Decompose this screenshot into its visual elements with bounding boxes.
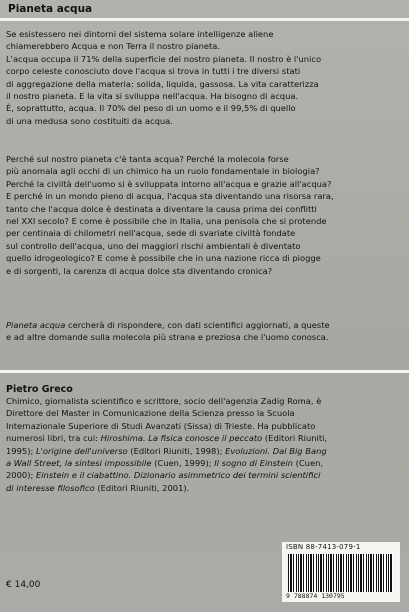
text-line: Se esistessero nei dintorni del sistema solare intelligenze aliene (6, 29, 274, 39)
text-line (6, 319, 406, 331)
text-line: tanto che l'acqua dolce è destinata a diventare la causa prima dei conflitti (6, 203, 317, 214)
book-title-italic: Einstein e il ciabattino. Dizionario asimmetrico dei termini scientifici (35, 470, 321, 481)
text-span: (Editori Riuniti, (262, 433, 328, 444)
text-line: Chimico, giornalista scientifico e scrittore, socio dell'agenzia Zadig Roma, è (6, 396, 322, 406)
divider-middle (0, 370, 409, 373)
text-line: L'acqua occupa il 71% della superficie del nostro pianeta. Il nostro è l'unico (6, 53, 322, 64)
text-line: È, soprattutto, acqua. Il 70% del peso di un uomo e il 99,5% di quello (6, 103, 296, 114)
text-line (6, 469, 406, 481)
text-span: (Cuen, (292, 458, 324, 469)
blurb-paragraph-1 (6, 28, 406, 127)
text-line (6, 482, 406, 494)
text-line: Perché la civiltà dell'uomo si è sviluppata intorno all'acqua e grazie all'acqua? (6, 178, 332, 189)
book-title-italic: Hiroshima. La fisica conosce il peccato (100, 433, 263, 444)
author-bio (6, 395, 406, 494)
text-line: più anomala agli occhi di un chimico ha un ruolo fondamentale in biologia? (6, 166, 320, 177)
price: € 14,00 (6, 580, 41, 590)
text-span: 2000); (6, 470, 36, 481)
text-line: E perché in un mondo pieno di acqua, l'acqua sta diventando una risorsa rara, (6, 191, 334, 202)
book-title-italic: Evoluzioni. Dal Big Bang (225, 445, 327, 456)
blurb-paragraph-3 (6, 319, 406, 344)
text-line: e ad altre domande sulla molecola più strana e preziosa che l'uomo conosca. (6, 332, 329, 343)
text-line (6, 432, 406, 444)
book-title-italic: L'origine dell'universo (35, 445, 128, 456)
text-line: di una medusa sono costituiti da acqua. (6, 115, 173, 126)
text-line: Direttore del Master in Comunicazione della Scienza presso la Scuola (6, 408, 295, 419)
text-span: numerosi libri, tra cui: (6, 433, 101, 444)
text-line: sul controllo dell'acqua, uno dei maggiori rischi ambientali è diventato (6, 240, 301, 251)
book-title-italic: Il sogno di Einstein (214, 458, 293, 469)
text-line: il nostro pianeta. E la vita si sviluppa nell'acqua. Ha bisogno di acqua. (6, 91, 299, 102)
blurb-paragraph-2 (6, 153, 406, 277)
text-line (6, 457, 406, 469)
barcode-number: 9 788874 130795 (286, 592, 345, 600)
author-name: Pietro Greco (6, 384, 73, 395)
text-span: (Cuen, 1999); (151, 458, 215, 469)
book-title-italic: Pianeta acqua (6, 320, 66, 330)
barcode-icon (288, 554, 393, 592)
book-title-italic: a Wall Street, la sintesi impossibile (6, 458, 152, 469)
text-span: (Editori Riuniti, 2001). (94, 482, 190, 493)
text-line (6, 445, 406, 457)
book-title-italic: di interesse filosofico (6, 482, 95, 493)
text-line: e di sorgenti, la carenza di acqua dolce sta diventando cronica? (6, 265, 273, 276)
text-line: per centinaia di chilometri nell'acqua, sede di svariate civiltà fondate (6, 228, 296, 239)
isbn-barcode-box (282, 542, 400, 602)
divider-top (0, 18, 409, 21)
text-line: Perché sul nostro pianeta c'è tanta acqua? Perché la molecola forse (6, 154, 289, 164)
isbn-label: ISBN 88-7413-079-1 (286, 543, 361, 551)
text-line: chiamerebbero Acqua e non Terra il nostro pianeta. (6, 41, 221, 52)
text-span: (Editori Riuniti, 1998); (127, 445, 226, 456)
text-line: corpo celeste conosciuto dove l'acqua si trova in tutti i tre diversi stati (6, 66, 301, 77)
text-line: quello idrogeologico? E come è possibile che in una nazione ricca di piogge (6, 253, 321, 264)
book-title: Pianeta acqua (8, 3, 93, 15)
text-line: di aggregazione della materia: solida, liquida, gassosa. La vita caratterizza (6, 78, 319, 89)
text-span: 1995); (6, 445, 36, 456)
text-line: nel XXI secolo? E come è possibile che in Italia, una penisola che si protende (6, 216, 327, 227)
text-span: cercherà di rispondere, con dati scientifici aggiornati, a queste (65, 320, 330, 330)
text-line: Internazionale Superiore di Studi Avanzati (Sissa) di Trieste. Ha pubblicato (6, 420, 316, 431)
